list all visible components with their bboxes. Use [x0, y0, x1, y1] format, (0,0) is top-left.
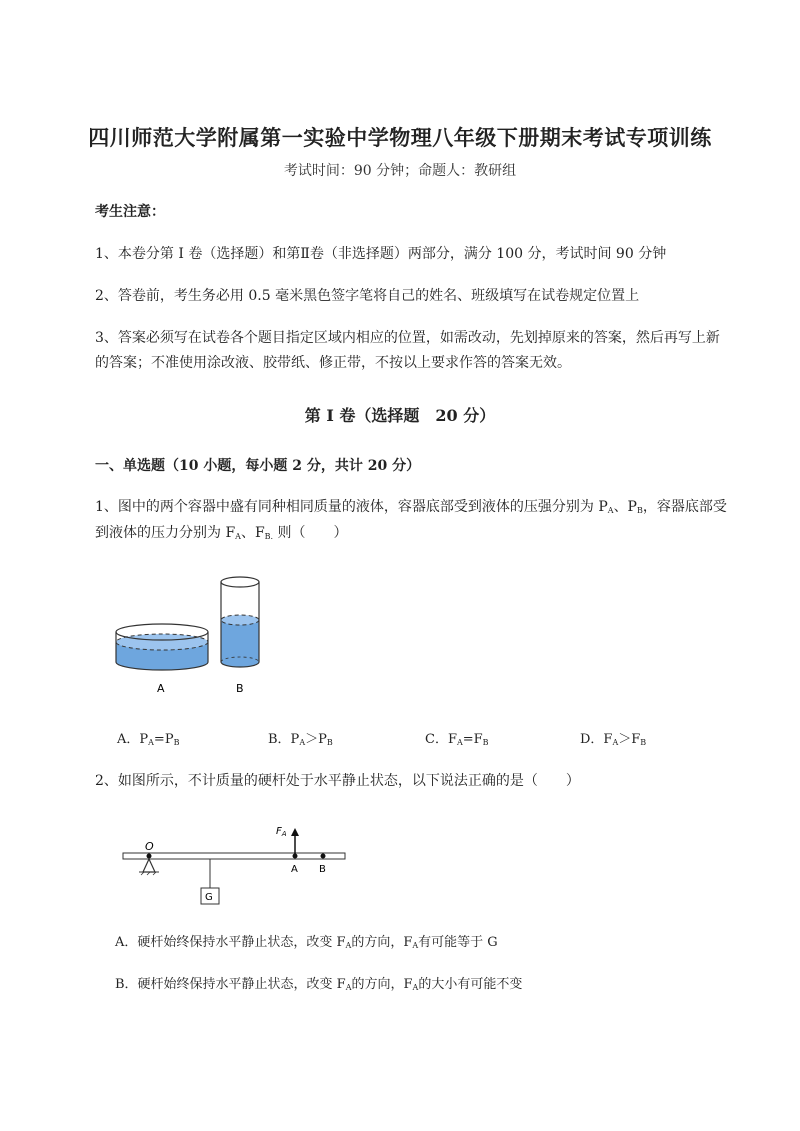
q1-option-c[interactable]: C．$F_A=F_B$ — [425, 732, 489, 747]
pivot-label: O — [145, 840, 154, 853]
q1-stem-line1: 1、图中的两个容器中盛有同种相同质量的液体，容器底部受到液体的压强分别为 $P_A$、$P_B$，容器底部受 — [95, 499, 727, 515]
point-a-label: A — [291, 864, 298, 875]
q1-stem-line2: 到液体的压力分别为 $F_A$、$F_{B.}$ 则（ ） — [95, 525, 348, 541]
q2-option-b[interactable]: B．硬杆始终保持水平静止状态，改变 $F_A$的方向，$F_A$的大小有可能不变 — [115, 977, 523, 992]
notice-heading: 考生注意： — [95, 204, 165, 220]
q1-option-b[interactable]: B．$P_A>P_B$ — [268, 732, 333, 747]
force-arrow-icon — [291, 828, 299, 836]
q1-containers-figure — [100, 570, 280, 700]
force-label: $F_A$ — [276, 826, 287, 838]
notice-item-2: 2、答卷前，考生务必用 0.5 毫米黑色签字笔将自己的姓名、班级填写在试卷规定位置上 — [95, 288, 640, 304]
container-a-label: A — [157, 682, 165, 695]
container-a — [116, 624, 208, 670]
notice-item-1: 1、本卷分第 I 卷（选择题）和第Ⅱ卷（非选择题）两部分，满分 100 分，考试时间 90 分钟 — [95, 246, 667, 262]
section-title: 第 I 卷（选择题 20 分） — [304, 406, 496, 425]
notice-item-3: 3、答案必须写在试卷各个题目指定区域内相应的位置，如需改动，先划掉原来的答案，然后再写上新 — [95, 330, 720, 346]
q2-option-a[interactable]: A．硬杆始终保持水平静止状态，改变 $F_A$的方向，$F_A$有可能等于 G — [115, 935, 498, 950]
container-b — [221, 577, 259, 667]
q1-option-d[interactable]: D．$F_A>F_B$ — [580, 732, 647, 747]
document-title: 四川师范大学附属第一实验中学物理八年级下册期末考试专项训练 — [88, 125, 712, 150]
part-heading: 一、单选题（10 小题，每小题 2 分，共计 20 分） — [95, 458, 421, 474]
q2-stem: 2、如图所示，不计质量的硬杆处于水平静止状态，以下说法正确的是（ ） — [95, 773, 580, 789]
point-b-label: B — [319, 864, 326, 875]
document-subtitle: 考试时间：90 分钟；命题人：教研组 — [283, 163, 517, 179]
q2-lever-figure — [115, 820, 355, 912]
notice-item-3-cont: 的答案；不准使用涂改液、胶带纸、修正带，不按以上要求作答的答案无效。 — [95, 355, 571, 371]
fulcrum-icon — [143, 859, 155, 872]
container-b-label: B — [236, 682, 244, 695]
weight-label: G — [205, 892, 213, 903]
q1-option-a[interactable]: A．$P_A=P_B$ — [117, 732, 180, 747]
